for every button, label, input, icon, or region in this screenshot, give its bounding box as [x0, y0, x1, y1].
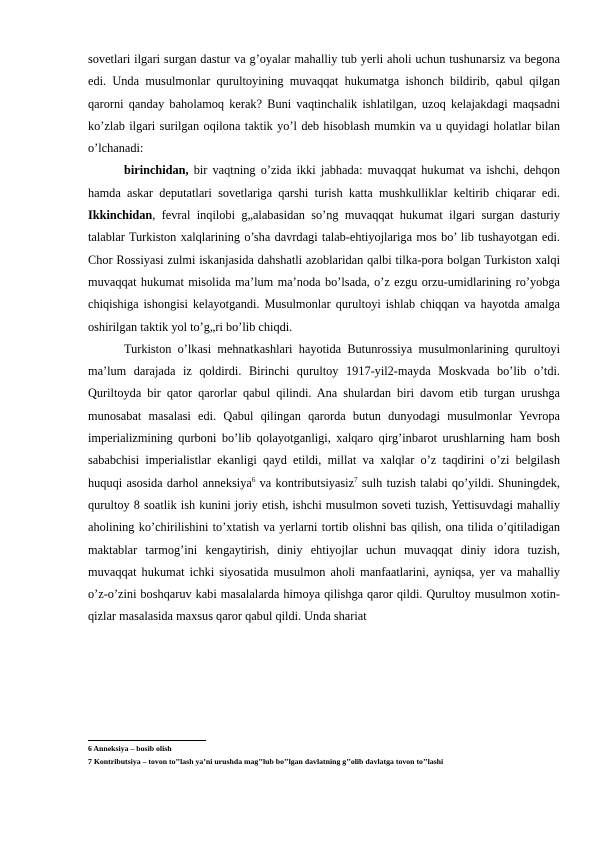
paragraph-2-text-b: , fevral inqilobi g„alabasidan so’ng muvaqqat hukumat ilgari surgan dasturiy talablar Turkiston xalqlarining o’sha davrdagi talab-ehtiyojlariga mos bo’ lib tushayotgan edi. Chor Rossiyasi zulmi iskanjasida dahshatli azoblaridan qalbi tilka-pora bolgan Turkiston xalqi muvaqqat hukumat misolida ma’lum ma’noda bo’lsada, o’z ezgu orzu-umidlarining ro’yobga chiqishiga ishongisi kelayotgandi. Musulmonlar qurultoyi ishlab chiqqan va hayotda amalga oshirilgan taktik yol to’g„ri bo’lib chiqdi. — [88, 208, 560, 334]
paragraph-3-text-a: Turkiston o’lkasi mehnatkashlari hayotida Butunrossiya musulmonlarining qurultoyi ma’lum darajada iz qoldirdi. Birinchi qurultoy 1917-yil2-mayda Moskvada bo’lib o’tdi. Quriltoyda bir qator qarorlar qabul qilindi. Ana shulardan biri davom etib turgan urushga munosabat masalasi edi. Qabul qilingan qarorda butun dunyodagi musulmonlar Yevropa imperializmining qurboni bo’lib qolayotganligi, xalqaro qirg’inbarot urushlarning ham bosh sababchisi imperialistlar ekanligi qayd etildi, millat va xalqlar o’z taqdirini o’zi belgilash huquqi asosida darhol anneksiya — [88, 341, 560, 490]
footnote-ref-7: 7 — [354, 475, 358, 484]
footnote-ref-6: 6 — [251, 475, 256, 484]
paragraph-3-text-c: sulh tuzish talabi qo’yildi. Shuningdek, qurultoy 8 soatlik ish kunini joriy etish, ishchi musulmon soveti tuzish, Yettisuvdagi mahalliy aholining ko’chirilishini to’xtatish va yerlarni tortib olishni bas qilish, ona tilida o’qitiladigan maktablar tarmog’ini kengaytirish, diniy ehtiyojlar uchun muvaqqat diniy idora tuzish, muvaqqat hukumat ichki siyosatida musulmon aholi manfaatlarini, ayniqsa, yer va mahalliy o’z-o’zini boshqaruv kabi masalalarda himoya qilishga qaror qildi. Qurultoy musulmon xotin-qizlar masalasida maxsus qaror qabul qildi. Unda shariat — [88, 475, 560, 624]
paragraph-2-text-a: bir vaqtning o’zida ikki jabhada: muvaqqat hukumat va ishchi, dehqon hamda askar deputatlari sovetlariga qarshi turish katta mushkulliklar keltirib chiqarar edi. — [88, 163, 560, 200]
paragraph-2 — [88, 159, 560, 337]
main-text — [88, 48, 560, 628]
bold-term-birinchidan: birinchidan, — [124, 163, 189, 178]
footnote-divider — [88, 740, 206, 741]
paragraph-3 — [88, 338, 560, 628]
footnote-7: 7 Kontributsiya – tovon to’’lash ya’ni urushda mag’’lub bo’’lgan davlatning g’’olib davlatga tovon to’’lashi — [88, 757, 444, 766]
footnote-6: 6 Anneksiya – bosib olish — [88, 744, 172, 753]
paragraph-1: sovetlari ilgari surgan dastur va g’oyalar mahalliy tub yerli aholi uchun tushunarsiz va begona edi. Unda musulmonlar qurultoyining muvaqqat hukumatga ishonch bildirib, qabul qilgan qarorni qanday baholamoq kerak? Buni vaqtinchalik ishlatilgan, uzoq kelajakdagi maqsadni ko’zlab ilgari surilgan oqilona taktik yo’l deb hisoblash mumkin va u quyidagi holatlar bilan o’lchanadi: — [88, 52, 560, 156]
bold-term-ikkinchidan: Ikkinchidan — [88, 208, 153, 223]
paragraph-3-text-b: va kontributsiyasiz — [255, 475, 355, 490]
